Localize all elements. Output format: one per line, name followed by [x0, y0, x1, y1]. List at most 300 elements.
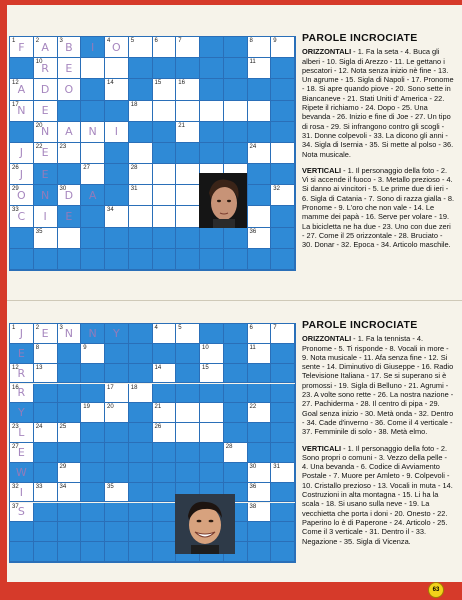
grid-cell[interactable]	[153, 185, 177, 206]
across-lead-1: ORIZZONTALI	[302, 47, 352, 57]
black-cell	[129, 423, 153, 443]
handwritten-letter: I	[91, 40, 95, 54]
cell-number: 21	[178, 122, 185, 129]
cell-number: 1	[12, 325, 16, 331]
black-cell	[271, 542, 295, 562]
grid-cell[interactable]	[34, 364, 58, 384]
black-cell	[224, 384, 248, 404]
grid-cell[interactable]	[153, 364, 177, 384]
handwritten-letter: E	[41, 326, 49, 340]
black-cell	[200, 463, 224, 483]
black-cell	[34, 542, 58, 562]
grid-cell[interactable]	[129, 37, 153, 58]
grid-cell[interactable]	[176, 403, 200, 423]
black-cell	[105, 344, 129, 364]
grid-cell[interactable]	[271, 143, 295, 164]
cell-number: 20	[107, 404, 114, 411]
black-cell	[224, 364, 248, 384]
black-cell	[81, 249, 105, 270]
left-border	[0, 0, 7, 600]
handwritten-letter: N	[17, 104, 26, 118]
handwritten-letter: Y	[113, 326, 120, 340]
black-cell	[129, 483, 153, 503]
black-cell	[34, 164, 58, 185]
black-cell	[58, 101, 82, 122]
portrait-1-icon	[199, 173, 247, 228]
puzzle-2-title: PAROLE INCROCIATE	[302, 319, 418, 331]
cell-number: 30	[59, 186, 67, 193]
grid-cell[interactable]	[105, 122, 129, 143]
grid-cell[interactable]	[271, 463, 295, 483]
cell-number: 6	[154, 38, 158, 44]
across-text-2: - 1. Fa la tennista - 4. Pronome - 5. Ti risponde - 8. Vocali in more - 9. Nota musicale - 11. Afa senza fine - 12. Si sente - 14. Diminutivo di Giuseppe - 16. Radio Televisione Italiana - 17. Se si superano si è promossi - 19. Sigla di Belluno - 21. Agrumi - 23. A volte sono rette - 26. La nostra nazione - 27. Pachiderma - 28. Il centro di pipa - 29. Goal senza inizio - 30. Metà onda - 32. Dentro - 34. Cade d'inverno - 36. Come il 4 verticale - 37. Femminile di solo - 38. Metà elmo.	[302, 334, 454, 437]
black-cell	[58, 403, 82, 423]
black-cell	[271, 443, 295, 463]
cell-number: 36	[249, 483, 257, 490]
grid-cell[interactable]	[248, 483, 272, 503]
grid-cell[interactable]	[153, 37, 177, 58]
grid-cell[interactable]	[176, 206, 200, 227]
cell-number: 5	[130, 38, 135, 44]
black-cell	[153, 503, 177, 523]
grid-cell[interactable]	[10, 483, 34, 503]
grid-cell[interactable]	[58, 79, 82, 100]
handwritten-letter: E	[41, 104, 49, 118]
cell-number: 24	[249, 143, 257, 150]
grid-cell[interactable]	[10, 443, 34, 463]
grid-cell[interactable]	[105, 79, 129, 100]
black-cell	[81, 101, 105, 122]
black-cell	[129, 522, 153, 542]
grid-cell[interactable]	[153, 164, 177, 185]
black-cell	[224, 249, 248, 270]
cell-number: 10	[35, 59, 43, 66]
black-cell	[248, 364, 272, 384]
black-cell	[271, 228, 295, 249]
grid-cell[interactable]	[176, 101, 200, 122]
black-cell	[81, 324, 105, 344]
grid-cell[interactable]	[176, 324, 200, 344]
cell-number: 16	[178, 80, 185, 87]
grid-cell[interactable]	[200, 364, 224, 384]
grid-cell[interactable]	[248, 403, 272, 423]
black-cell	[34, 249, 58, 270]
grid-cell[interactable]	[248, 58, 272, 79]
grid-cell[interactable]	[58, 463, 82, 483]
grid-cell[interactable]	[58, 324, 82, 344]
black-cell	[153, 483, 177, 503]
grid-cell[interactable]	[81, 122, 105, 143]
black-cell	[248, 122, 272, 143]
grid-cell[interactable]	[34, 483, 58, 503]
grid-cell[interactable]	[58, 122, 82, 143]
grid-cell[interactable]	[176, 37, 200, 58]
cell-number: 22	[35, 143, 43, 150]
black-cell	[271, 522, 295, 542]
black-cell	[129, 249, 153, 270]
handwritten-letter: E	[65, 61, 73, 75]
cell-number: 2	[35, 325, 40, 331]
black-cell	[129, 542, 153, 562]
grid-cell[interactable]	[10, 423, 34, 443]
down-clues-1	[302, 166, 454, 250]
grid-cell[interactable]	[10, 101, 34, 122]
grid-cell[interactable]	[10, 164, 34, 185]
handwritten-letter: N	[88, 326, 97, 340]
crossword-grid-1[interactable]	[9, 36, 296, 271]
grid-cell[interactable]	[10, 384, 34, 404]
down-clues-2	[302, 444, 454, 546]
grid-cell[interactable]	[248, 344, 272, 364]
black-cell	[34, 503, 58, 523]
handwritten-letter: A	[88, 188, 97, 202]
black-cell	[224, 403, 248, 423]
grid-cell[interactable]	[176, 79, 200, 100]
cell-number: 12	[12, 364, 19, 371]
handwritten-letter: O	[64, 82, 74, 96]
grid-cell[interactable]	[34, 324, 58, 344]
black-cell	[81, 228, 105, 249]
black-cell	[129, 122, 153, 143]
grid-cell[interactable]	[105, 206, 129, 227]
grid-cell[interactable]	[34, 206, 58, 227]
black-cell	[271, 364, 295, 384]
grid-cell[interactable]	[271, 324, 295, 344]
black-cell	[10, 344, 34, 364]
grid-cell[interactable]	[58, 228, 82, 249]
cell-number: 14	[107, 80, 114, 87]
black-cell	[224, 228, 248, 249]
black-cell	[105, 164, 129, 185]
grid-cell[interactable]	[200, 344, 224, 364]
cell-number: 13	[35, 364, 43, 371]
cell-number: 10	[202, 344, 209, 351]
black-cell	[58, 249, 82, 270]
grid-cell[interactable]	[224, 443, 248, 463]
grid-cell[interactable]	[10, 37, 34, 58]
grid-cell[interactable]	[58, 37, 82, 58]
black-cell	[105, 423, 129, 443]
black-cell	[105, 364, 129, 384]
handwritten-letter: E	[41, 167, 49, 181]
grid-cell[interactable]	[129, 185, 153, 206]
crossword-grid-2[interactable]	[9, 323, 296, 563]
black-cell	[224, 463, 248, 483]
black-cell	[224, 122, 248, 143]
grid-cell[interactable]	[58, 423, 82, 443]
grid-cell[interactable]	[105, 384, 129, 404]
black-cell	[58, 443, 82, 463]
grid-cell[interactable]	[271, 37, 295, 58]
grid-cell[interactable]	[224, 101, 248, 122]
grid-cell[interactable]	[129, 101, 153, 122]
handwritten-letter: O	[17, 188, 26, 202]
cell-number: 36	[249, 228, 257, 235]
black-cell	[153, 58, 177, 79]
grid-cell[interactable]	[248, 503, 272, 523]
cell-number: 26	[154, 424, 162, 431]
grid-cell[interactable]	[105, 403, 129, 423]
cell-number: 31	[130, 186, 138, 193]
black-cell	[10, 403, 34, 423]
grid-cell[interactable]	[105, 58, 129, 79]
handwritten-letter: N	[41, 125, 50, 139]
grid-cell[interactable]	[176, 185, 200, 206]
grid-cell[interactable]	[129, 206, 153, 227]
black-cell	[129, 228, 153, 249]
cell-number: 8	[249, 38, 253, 44]
black-cell	[271, 122, 295, 143]
photo-young-man	[199, 173, 247, 228]
grid-cell[interactable]	[81, 143, 105, 164]
cell-number: 35	[107, 483, 114, 490]
across-clues-2	[302, 334, 454, 436]
black-cell	[200, 228, 224, 249]
cell-number: 21	[154, 404, 162, 411]
grid-cell[interactable]	[34, 122, 58, 143]
black-cell	[200, 79, 224, 100]
black-cell	[248, 423, 272, 443]
black-cell	[248, 164, 272, 185]
black-cell	[153, 122, 177, 143]
grid-cell[interactable]	[248, 206, 272, 227]
cell-number: 11	[249, 59, 256, 66]
grid-cell[interactable]	[129, 143, 153, 164]
black-cell	[200, 249, 224, 270]
black-cell	[271, 483, 295, 503]
handwritten-letter: N	[88, 125, 97, 139]
down-text-1: - 1. Il personaggio della foto - 2. Vi si accende il fuoco - 3. Metallo prezioso - 4. Si danno ai vincitori - 5. Le prime due di ieri - 6. Sigla di Catania - 7. Sono di razza gialla - 8. Pronome - 9. L'oro che non vale - 14. Le mamme dei papà - 16. Serve per volare - 19. La bicicletta ne ha due - 23. Uno con due zeri - 27. Come il 25 orizzontale - 28. Bruciato - 30. Donar - 32. Epoca - 34. Articolo maschile.	[302, 165, 455, 250]
handwritten-letter: A	[41, 40, 49, 54]
grid-cell[interactable]	[58, 143, 82, 164]
black-cell	[81, 79, 105, 100]
grid-cell[interactable]	[153, 79, 177, 100]
grid-cell[interactable]	[58, 185, 82, 206]
black-cell	[105, 443, 129, 463]
cell-number: 38	[249, 503, 257, 510]
black-cell	[105, 249, 129, 270]
cell-number: 27	[83, 165, 90, 172]
black-cell	[200, 324, 224, 344]
grid-cell[interactable]	[153, 403, 177, 423]
clues-puzzle-1	[302, 34, 454, 257]
black-cell	[105, 185, 129, 206]
black-cell	[58, 542, 82, 562]
black-cell	[81, 423, 105, 443]
grid-cell[interactable]	[200, 101, 224, 122]
black-cell	[129, 403, 153, 423]
black-cell	[81, 37, 105, 58]
black-cell	[248, 522, 272, 542]
grid-cell[interactable]	[10, 143, 34, 164]
cell-number: 23	[12, 424, 19, 431]
black-cell	[224, 79, 248, 100]
black-cell	[81, 443, 105, 463]
grid-cell[interactable]	[81, 164, 105, 185]
cell-number: 6	[249, 325, 253, 331]
grid-cell[interactable]	[153, 324, 177, 344]
handwritten-letter: N	[41, 188, 50, 202]
cell-number: 20	[35, 122, 43, 129]
black-cell	[81, 364, 105, 384]
black-cell	[105, 324, 129, 344]
grid-cell[interactable]	[248, 324, 272, 344]
cell-number: 32	[12, 483, 19, 490]
black-cell	[200, 143, 224, 164]
grid-cell[interactable]	[34, 228, 58, 249]
cell-number: 17	[107, 384, 114, 391]
handwritten-letter: S	[17, 505, 25, 519]
cell-number: 9	[273, 38, 277, 44]
black-cell	[81, 463, 105, 483]
handwritten-letter: A	[17, 82, 26, 96]
grid-cell[interactable]	[34, 143, 58, 164]
across-text-1: - 1. Fa la seta - 4. Buca gli alberi - 10. Sigla di Arezzo - 11. Le gettano i pescatori - 12. Nota senza inizio nè fine - 13. Un agrume - 15. Sigla di Napoli - 17. Pronome - 18. Si apre quando piove - 20. Sono sette in Biancaneve - 21. Stati Uniti d' America - 22. Ripete il richiamo - 24. Dopo - 25. Una bevanda - 26. Inizio e fine di Joe - 27. Un tipo di rosa - 29. Si infrangono contro gli scogli - 31. Donne colpevoli - 33. La dicono gli anni - 34. Sigla di Isernia - 35. Si mette al polso - 36. Nota musicale.	[302, 47, 454, 159]
black-cell	[248, 249, 272, 270]
black-cell	[248, 542, 272, 562]
grid-cell[interactable]	[248, 463, 272, 483]
grid-cell[interactable]	[105, 37, 129, 58]
grid-cell[interactable]	[34, 37, 58, 58]
grid-cell[interactable]	[10, 364, 34, 384]
grid-cell[interactable]	[81, 403, 105, 423]
black-cell	[58, 384, 82, 404]
grid-cell[interactable]	[129, 164, 153, 185]
handwritten-letter: B	[65, 40, 73, 54]
grid-cell[interactable]	[129, 384, 153, 404]
grid-cell[interactable]	[10, 324, 34, 344]
black-cell	[58, 503, 82, 523]
cell-number: 5	[178, 325, 182, 331]
handwritten-letter: R	[41, 61, 49, 75]
cell-number: 33	[35, 483, 43, 490]
grid-cell[interactable]	[153, 206, 177, 227]
black-cell	[153, 443, 177, 463]
grid-cell[interactable]	[248, 101, 272, 122]
grid-cell[interactable]	[10, 206, 34, 227]
black-cell	[129, 364, 153, 384]
cell-number: 32	[273, 186, 280, 193]
handwritten-letter: R	[17, 366, 26, 380]
cell-number: 7	[178, 38, 182, 44]
grid-cell[interactable]	[248, 228, 272, 249]
handwritten-letter: C	[17, 210, 26, 224]
grid-cell[interactable]	[34, 423, 58, 443]
cell-number: 26	[12, 165, 19, 172]
grid-cell[interactable]	[34, 58, 58, 79]
cell-number: 7	[273, 325, 277, 331]
grid-cell[interactable]	[34, 344, 58, 364]
grid-cell[interactable]	[176, 164, 200, 185]
black-cell	[129, 58, 153, 79]
black-cell	[105, 143, 129, 164]
grid-cell[interactable]	[153, 423, 177, 443]
black-cell	[248, 79, 272, 100]
handwritten-letter: E	[65, 210, 73, 224]
black-cell	[34, 463, 58, 483]
black-cell	[224, 423, 248, 443]
grid-cell[interactable]	[153, 101, 177, 122]
grid-cell[interactable]	[10, 79, 34, 100]
cell-number: 1	[12, 38, 16, 44]
grid-cell[interactable]	[248, 37, 272, 58]
black-cell	[153, 542, 177, 562]
handwritten-letter: D	[40, 82, 50, 96]
black-cell	[10, 228, 34, 249]
grid-cell[interactable]	[200, 423, 224, 443]
black-cell	[105, 101, 129, 122]
black-cell	[81, 542, 105, 562]
handwritten-letter: F	[18, 40, 25, 54]
grid-cell[interactable]	[248, 143, 272, 164]
black-cell	[271, 423, 295, 443]
portrait-2-icon	[175, 494, 235, 554]
cell-number: 28	[130, 165, 138, 172]
cell-number: 2	[35, 38, 40, 44]
black-cell	[200, 37, 224, 58]
down-text-2: - 1. Il personaggio della foto - 2. Sono propri o comuni - 3. Vezzo della pelle - 4. Una bevanda - 6. Codice di Avviamento Postale - 7. Muore per Amleto - 9. Colpevoli - 10. Cristallo prezioso - 13. Vocali in muta - 14. Costruzioni in alta montagna - 15. Li ha la scala - 18. Si usano sulla neve - 19. La vecchietta che porta i doni - 20. Onesto - 22. Paperino lo è di Paperone - 24. Articolo - 25. Come il 3 verticale - 31. Dentro il - 33. Negazione - 35. Sigla di Vicenza.	[302, 443, 453, 546]
black-cell	[200, 122, 224, 143]
grid-cell[interactable]	[271, 185, 295, 206]
cell-number: 23	[59, 143, 67, 150]
black-cell	[129, 324, 153, 344]
black-cell	[34, 384, 58, 404]
handwritten-letter: O	[112, 40, 121, 54]
grid-cell[interactable]	[81, 58, 105, 79]
cell-number: 37	[12, 503, 19, 510]
black-cell	[34, 443, 58, 463]
cell-number: 4	[154, 325, 158, 331]
grid-cell[interactable]	[10, 503, 34, 523]
grid-cell[interactable]	[10, 185, 34, 206]
photo-comedian	[175, 494, 235, 554]
puzzle-1-title: PAROLE INCROCIATE	[302, 32, 418, 44]
black-cell	[129, 503, 153, 523]
black-cell	[176, 344, 200, 364]
handwritten-letter: N	[64, 326, 73, 340]
grid-cell[interactable]	[200, 403, 224, 423]
grid-cell[interactable]	[58, 483, 82, 503]
grid-cell[interactable]	[34, 101, 58, 122]
grid-cell[interactable]	[81, 344, 105, 364]
grid-cell[interactable]	[176, 423, 200, 443]
black-cell	[153, 143, 177, 164]
down-lead-2: VERTICALI	[302, 443, 342, 453]
black-cell	[248, 185, 272, 206]
black-cell	[10, 249, 34, 270]
handwritten-letter: W	[15, 465, 27, 479]
grid-cell[interactable]	[34, 79, 58, 100]
cell-number: 18	[130, 384, 138, 391]
black-cell	[271, 403, 295, 423]
grid-cell[interactable]	[58, 58, 82, 79]
grid-cell[interactable]	[105, 483, 129, 503]
black-cell	[10, 463, 34, 483]
cell-number: 16	[12, 384, 19, 391]
clues-puzzle-2	[302, 321, 454, 553]
cell-number: 34	[107, 207, 114, 214]
grid-cell[interactable]	[176, 122, 200, 143]
handwritten-letter: J	[19, 146, 23, 160]
handwritten-letter: E	[17, 445, 25, 459]
black-cell	[153, 522, 177, 542]
cell-number: 29	[12, 186, 19, 193]
black-cell	[271, 58, 295, 79]
black-cell	[105, 503, 129, 523]
black-cell	[224, 37, 248, 58]
cell-number: 22	[249, 404, 257, 411]
handwritten-letter: D	[64, 188, 74, 202]
